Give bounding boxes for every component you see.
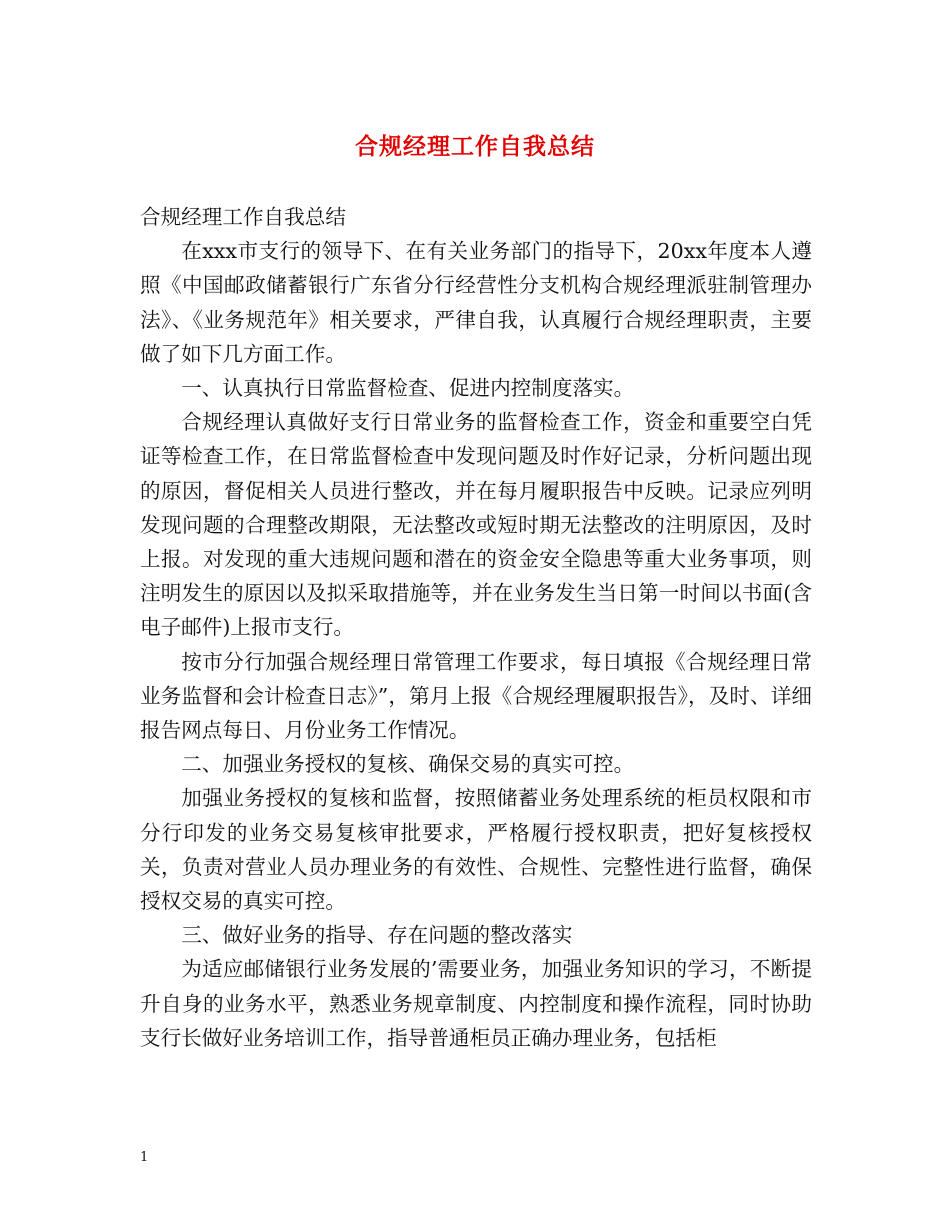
document-title: 合规经理工作自我总结 — [355, 133, 595, 160]
paragraph-intro: 在xxx市支行的领导下、在有关业务部门的指导下，20xx年度本人遵照《中国邮政储蓄银行广东省分行经营性分支机构合规经理派驻制管理办法》、《业务规范年》相关要求，严律自我，认真履行合规经理职责，主要做了如下几方面工作。 — [140, 239, 812, 366]
section-heading-3: 三、做好业务的指导、存在问题的整改落实 — [181, 923, 573, 948]
section-heading-1: 一、认真执行日常监督检查、促进内控制度落实。 — [181, 376, 635, 401]
page-number: 1 — [140, 1150, 149, 1165]
paragraph-section-1-b: 按市分行加强合规经理日常管理工作要求，每日填报《合规经理日常业务监督和会计检查日志》”，第月上报《合规经理履职报告》，及时、详细报告网点每日、月份业务工作情况。 — [140, 649, 812, 743]
paragraph-section-1-a: 合规经理认真做好支行日常业务的监督检查工作，资金和重要空白凭证等检查工作，在日常监督检查中发现问题及时作好记录，分析问题出现的原因，督促相关人员进行整改，并在每月履职报告中反映。记录应列明发现问题的合理整改期限，无法整改或短时期无法整改的注明原因，及时上报。对发现的重大违规问题和潜在的资金安全隐患等重大业务事项，则注明发生的原因以及拟采取措施等，并在业务发生当日第一时间以书面(含电子邮件)上报市支行。 — [140, 410, 812, 640]
paragraph-section-2: 加强业务授权的复核和监督，按照储蓄业务处理系统的柜员权限和市分行印发的业务交易复核审批要求，严格履行授权职责，把好复核授权关，负责对营业人员办理业务的有效性、合规性、完整性进行监督，确保授权交易的真实可控。 — [140, 786, 812, 914]
document-body — [140, 200, 812, 1055]
section-heading-2: 二、加强业务授权的复核、确保交易的真实可控。 — [181, 752, 635, 777]
body-heading: 合规经理工作自我总结 — [140, 205, 346, 229]
paragraph-section-3: 为适应邮储银行业务发展的’需要业务，加强业务知识的学习，不断提升自身的业务水平，熟悉业务规章制度、内控制度和操作流程，同时协助支行长做好业务培训工作，指导普通柜员正确办理业务，包括柜 — [140, 957, 812, 1050]
